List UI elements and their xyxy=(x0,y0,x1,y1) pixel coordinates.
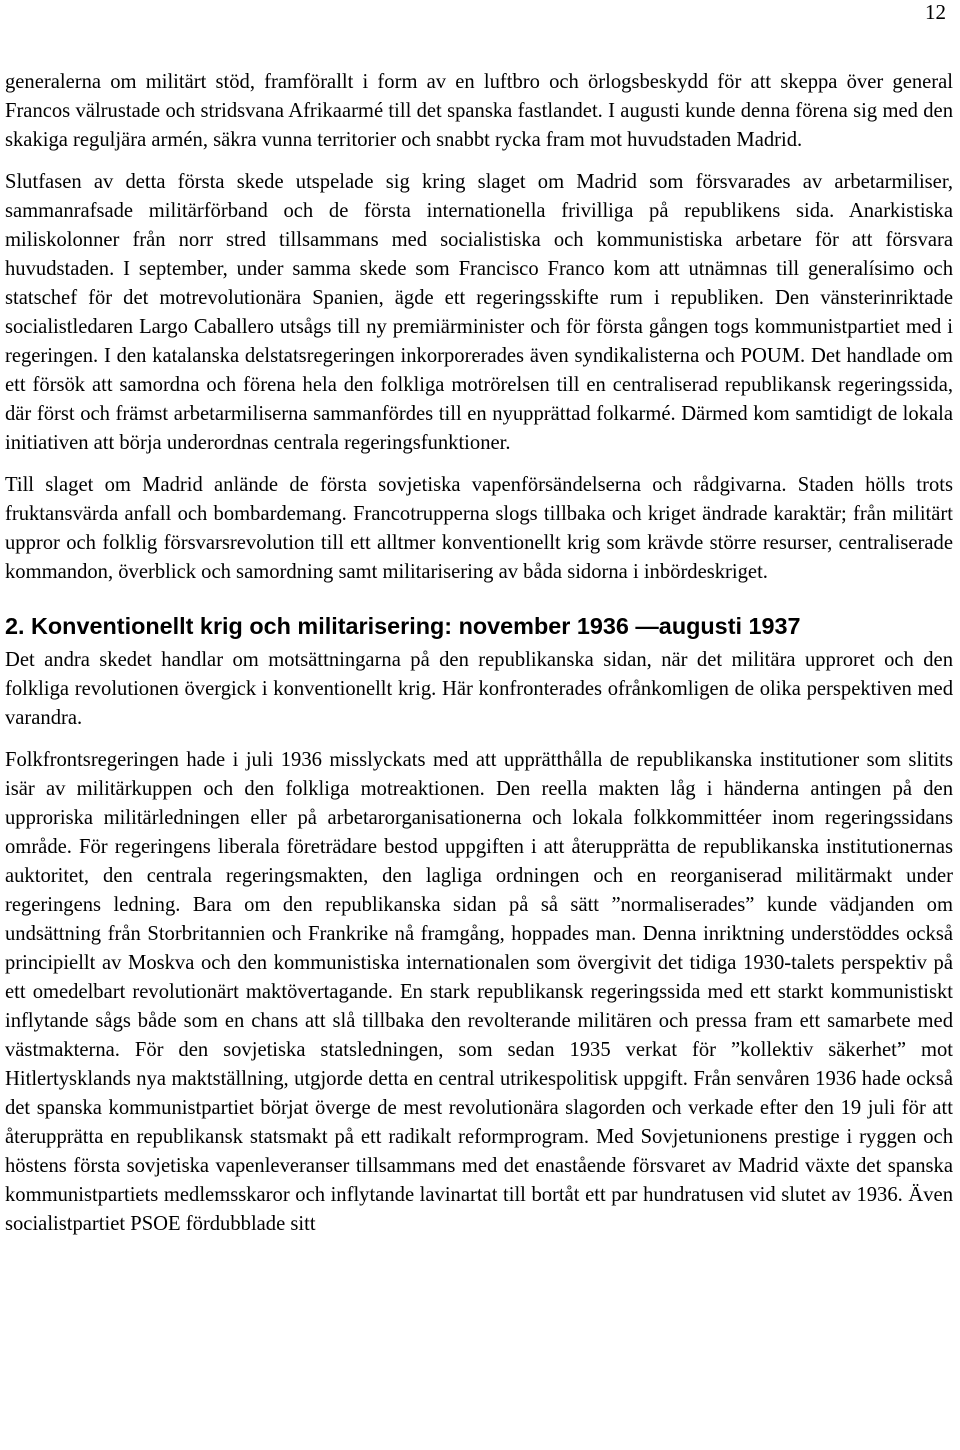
paragraph-second-stage: Det andra skedet handlar om motsättningarna på den republikanska sidan, när det militära upproret och den folkliga revolutionen övergick i konventionellt krig. Här konfronterades ofrånkomligen de olika perspektiven med varandra. xyxy=(5,649,953,729)
paragraph-popular-front: Folkfrontsregeringen hade i juli 1936 misslyckats med att upprätthålla de republikanska institutioner som slitits isär av militärkuppen och den folkliga motreaktionen. Den reella makten låg i händerna antingen på den upproriska militärledningen eller på arbetarorganisationerna och lokala folkkommittéer inom regeringssidans område. För regeringens liberala företrädare bestod uppgiften i att återupprätta de republikanska institutionernas auktoritet, den centrala regeringsmakten, den lagliga ordningen och en reorganiserad militärmakt under regeringens ledning. Bara om den republikanska sidan på så sätt ”normaliserades” kunde vädjanden om undsättning från Storbritannien och Frankrike nå framgång, hoppades man. Denna inriktning understöddes också principiellt av Moskva och den kommunistiska internationalen som övergivit det tidiga 1930-talets perspektiv på ett omedelbart revolutionärt maktövertagande. En stark republikansk regeringssida med ett starkt kommunistiskt inflytande sågs både som en chans att slå tillbaka den revolterande militären och pressa fram ett samarbete med västmakterna. För den sovjetiska statsledningen, som sedan 1935 verkat för ”kollektiv säkerhet” mot Hitlertysklands nya maktställning, utgjorde detta en central utrikespolitisk uppgift. Från senvåren 1936 hade också det spanska kommunistpartiet börjat överge de mest revolutionära slagorden och verkade efter den 19 juli för att återupprätta en republikansk statsmakt på ett radikalt reformprogram. Med Sovjetunionens prestige i ryggen och höstens första sovjetiska vapenleveranser tillsammans med det enastående försvaret av Madrid växte det spanska kommunistpartiets medlemsskaror och inflytande lavinartat till bortåt ett par hundratusen vid slutet av 1936. Även socialistpartiet PSOE fördubblade sitt xyxy=(5,749,953,1235)
page-body xyxy=(5,68,953,1252)
paragraph-madrid-battle: Slutfasen av detta första skede utspelade sig kring slaget om Madrid som försvarades av arbetarmiliser, sammanrafsade militärförband och de första internationella frivilliga på republikens sida. Anarkistiska miliskolonner från norr stred tillsammans med socialistiska och kommunistiska arbetare för att försvara huvudstaden. I september, under samma skede som Francisco Franco kom att utnämnas till generalísimo och statschef för det motrevolutionära Spanien, ägde ett regeringsskifte rum i republiken. Den vänsterinriktade socialistledaren Largo Caballero utsågs till ny premiärminister och för första gången togs kommunistpartiet med i regeringen. I den katalanska delstatsregeringen inkorporerades även syndikalisterna och POUM. Det handlade om ett försök att samordna och förena hela den folkliga motrörelsen till en centraliserad republikansk regeringssida, där först och främst arbetarmiliserna sammanfördes till en nyupprättad folkarmé. Därmed kom samtidigt de lokala initiativen att börja underordnas centrala regeringsfunktioner. xyxy=(5,171,953,454)
section-heading: 2. Konventionellt krig och militarisering: november 1936 —augusti 1937 xyxy=(5,613,801,639)
paragraph-soviet-arms: Till slaget om Madrid anlände de första sovjetiska vapenförsändelserna och rådgivarna. Staden hölls trots fruktansvärda anfall och bombardemang. Francotrupperna slogs tillbaka och kriget ändrade karaktär; från militärt uppror och folklig försvarsrevolution till ett alltmer konventionellt krig som krävde större resurser, centraliserade kommandon, överblick och samordning samt militarisering av båda sidorna i inbördeskriget. xyxy=(5,474,953,583)
paragraph-intro-continuation: generalerna om militärt stöd, framförallt i form av en luftbro och örlogsbeskydd för att skeppa över general Francos välrustade och stridsvana Afrikaarmé till det spanska fastlandet. I augusti kunde denna förena sig med den skakiga reguljära armén, säkra vunna territorier och snabbt rycka fram mot huvudstaden Madrid. xyxy=(5,71,953,151)
page-number: 12 xyxy=(925,0,946,24)
